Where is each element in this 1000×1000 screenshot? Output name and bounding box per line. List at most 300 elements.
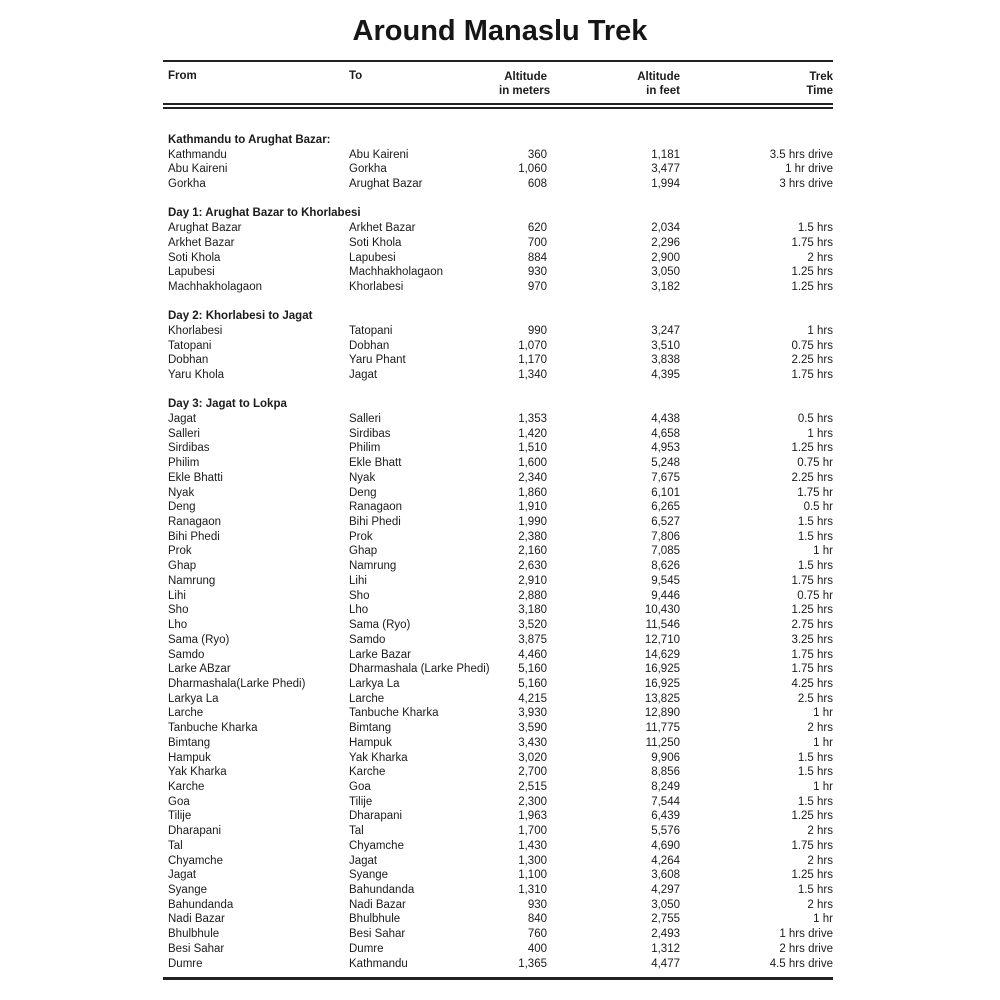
cell-trek-time: 1 hrs drive xyxy=(779,928,833,941)
cell-from: Tanbuche Kharka xyxy=(168,722,258,735)
cell-trek-time: 1.5 hrs xyxy=(797,560,833,573)
cell-altitude-feet: 4,297 xyxy=(651,884,680,896)
table-row xyxy=(163,559,833,574)
cell-to: Nadi Bazar xyxy=(349,898,406,911)
table-row xyxy=(163,427,833,442)
cell-from: Yaru Khola xyxy=(168,369,225,382)
cell-from: Larche xyxy=(168,707,204,720)
table-row xyxy=(163,368,833,383)
cell-to: Karche xyxy=(349,766,386,779)
cell-from: Prok xyxy=(168,545,192,558)
cell-altitude-feet: 8,249 xyxy=(651,780,680,793)
column-header-altitude-feet xyxy=(547,70,680,98)
cell-altitude-meters: 1,100 xyxy=(518,869,547,882)
section-heading: Day 2: Khorlabesi to Jagat xyxy=(168,310,313,323)
cell-altitude-meters: 620 xyxy=(527,222,547,235)
table-row xyxy=(163,854,833,869)
table-row xyxy=(163,751,833,766)
cell-trek-time: 1.25 hrs xyxy=(791,280,833,293)
cell-altitude-feet: 3,608 xyxy=(651,869,680,882)
cell-altitude-feet: 7,085 xyxy=(651,545,680,558)
cell-altitude-feet: 7,806 xyxy=(651,530,680,543)
cell-altitude-meters: 3,180 xyxy=(518,604,547,617)
table-row xyxy=(163,589,833,604)
cell-from: Bhulbhule xyxy=(168,928,220,941)
cell-trek-time: 1 hr xyxy=(813,780,833,793)
cell-trek-time: 0.75 hr xyxy=(797,457,833,470)
cell-trek-time: 0.75 hr xyxy=(797,589,833,602)
cell-to: Syange xyxy=(349,869,389,882)
table-row xyxy=(163,721,833,736)
cell-from: Bahundanda xyxy=(168,898,234,911)
cell-altitude-feet: 11,546 xyxy=(645,619,680,632)
cell-altitude-feet: 6,527 xyxy=(651,516,680,529)
cell-to: Machhakholagaon xyxy=(349,266,443,279)
cell-to: Dharapani xyxy=(349,810,403,823)
cell-trek-time: 1 hr drive xyxy=(785,163,833,176)
cell-altitude-meters: 2,515 xyxy=(518,780,547,793)
cell-trek-time: 2.25 hrs xyxy=(791,354,833,367)
cell-altitude-meters: 884 xyxy=(527,251,547,264)
cell-from: Jagat xyxy=(168,413,197,425)
table-row xyxy=(163,942,833,957)
bottom-divider xyxy=(163,977,833,980)
cell-trek-time: 2 hrs xyxy=(807,251,833,264)
cell-to: Lho xyxy=(349,604,369,617)
table-row xyxy=(163,912,833,927)
cell-altitude-feet: 2,755 xyxy=(651,913,680,926)
cell-from: Karche xyxy=(168,780,205,793)
table-header-row xyxy=(163,62,833,98)
cell-altitude-feet: 4,395 xyxy=(651,369,680,382)
cell-to: Khorlabesi xyxy=(349,280,404,293)
cell-altitude-feet: 5,576 xyxy=(651,825,680,838)
cell-altitude-meters: 2,880 xyxy=(518,589,547,602)
cell-altitude-meters: 2,380 xyxy=(518,530,547,543)
cell-altitude-feet: 2,900 xyxy=(651,251,680,264)
cell-from: Bihi Phedi xyxy=(168,530,220,543)
cell-to: Larke Bazar xyxy=(349,648,412,661)
cell-trek-time: 1.75 hrs xyxy=(791,574,833,587)
cell-trek-time: 1 hr xyxy=(813,913,833,926)
cell-altitude-meters: 3,020 xyxy=(518,751,547,764)
cell-trek-time: 1.75 hrs xyxy=(791,369,833,382)
cell-altitude-feet: 3,247 xyxy=(651,324,680,337)
cell-from: Arkhet Bazar xyxy=(168,236,235,249)
cell-altitude-feet: 4,953 xyxy=(651,442,680,455)
cell-to: Besi Sahar xyxy=(349,928,406,941)
cell-trek-time: 1.5 hrs xyxy=(797,795,833,808)
cell-from: Lapubesi xyxy=(168,266,215,279)
table-row xyxy=(163,353,833,368)
cell-from: Dharmashala(Larke Phedi) xyxy=(168,677,306,690)
cell-altitude-meters: 1,300 xyxy=(518,854,547,867)
cell-from: Goa xyxy=(168,795,190,808)
table-row xyxy=(163,456,833,471)
cell-trek-time: 1.25 hrs xyxy=(791,810,833,823)
cell-from: Ranagaon xyxy=(168,516,222,529)
cell-altitude-feet: 8,856 xyxy=(651,766,680,779)
cell-altitude-feet: 7,544 xyxy=(651,795,680,808)
column-header-altitude-feet-line2: in feet xyxy=(646,85,680,97)
cell-to: Kathmandu xyxy=(349,957,408,970)
cell-to: Deng xyxy=(349,486,377,499)
cell-altitude-feet: 1,994 xyxy=(651,178,680,191)
table-row xyxy=(163,530,833,545)
cell-to: Tilije xyxy=(349,795,373,808)
cell-to: Chyamche xyxy=(349,839,404,852)
table-row xyxy=(163,883,833,898)
cell-to: Hampuk xyxy=(349,736,392,749)
cell-from: Nyak xyxy=(168,486,195,499)
table-row xyxy=(163,515,833,530)
cell-to: Ghap xyxy=(349,545,378,558)
cell-altitude-meters: 1,600 xyxy=(518,457,547,470)
page-title: Around Manaslu Trek xyxy=(352,15,648,47)
cell-altitude-meters: 3,930 xyxy=(518,707,547,720)
table-row xyxy=(163,162,833,177)
cell-altitude-meters: 930 xyxy=(527,266,547,279)
itinerary-section xyxy=(163,133,833,192)
section-heading: Day 1: Arughat Bazar to Khorlabesi xyxy=(168,207,361,220)
cell-trek-time: 1 hrs xyxy=(807,324,833,337)
cell-to: Tatopani xyxy=(349,324,393,337)
column-header-altitude-meters xyxy=(499,70,551,98)
cell-altitude-feet: 3,510 xyxy=(651,339,680,352)
cell-from: Sirdibas xyxy=(168,442,210,455)
table-row xyxy=(163,706,833,721)
table-row xyxy=(163,839,833,854)
cell-to: Ekle Bhatt xyxy=(349,457,402,470)
cell-altitude-meters: 5,160 xyxy=(518,663,547,676)
table-row xyxy=(163,898,833,913)
column-header-from: From xyxy=(168,70,197,82)
cell-altitude-feet: 4,438 xyxy=(651,413,680,425)
cell-trek-time: 0.75 hrs xyxy=(791,339,833,352)
cell-trek-time: 1.25 hrs xyxy=(791,604,833,617)
cell-to: Philim xyxy=(349,442,381,455)
cell-trek-time: 1 hr xyxy=(813,707,833,720)
table-row xyxy=(163,280,833,295)
cell-from: Dharapani xyxy=(168,825,222,838)
cell-to: Soti Khola xyxy=(349,236,402,249)
cell-altitude-feet: 5,248 xyxy=(651,457,680,470)
table-row xyxy=(163,662,833,677)
cell-from: Chyamche xyxy=(168,854,223,867)
cell-from: Syange xyxy=(168,884,208,896)
cell-to: Tal xyxy=(349,825,364,838)
cell-altitude-meters: 1,860 xyxy=(518,486,547,499)
cell-from: Jagat xyxy=(168,869,197,882)
cell-altitude-meters: 400 xyxy=(527,942,547,955)
cell-to: Goa xyxy=(349,780,371,793)
cell-trek-time: 1.5 hrs xyxy=(797,516,833,529)
cell-from: Yak Kharka xyxy=(168,766,227,779)
cell-altitude-meters: 1,340 xyxy=(518,369,547,382)
table-row xyxy=(163,780,833,795)
cell-from: Salleri xyxy=(168,427,200,440)
itinerary-section xyxy=(163,397,833,971)
cell-altitude-meters: 2,700 xyxy=(518,766,547,779)
cell-altitude-meters: 2,630 xyxy=(518,560,547,573)
table-row xyxy=(163,471,833,486)
cell-altitude-meters: 2,340 xyxy=(518,471,547,484)
cell-altitude-feet: 2,296 xyxy=(651,236,680,249)
cell-to: Yaru Phant xyxy=(349,354,406,367)
header-divider xyxy=(163,103,833,109)
cell-altitude-meters: 1,353 xyxy=(518,413,547,425)
table-row xyxy=(163,618,833,633)
cell-trek-time: 3 hrs drive xyxy=(779,178,833,191)
cell-altitude-meters: 1,310 xyxy=(518,884,547,896)
cell-altitude-meters: 1,070 xyxy=(518,339,547,352)
cell-trek-time: 1.25 hrs xyxy=(791,266,833,279)
table-row xyxy=(163,957,833,972)
cell-altitude-meters: 700 xyxy=(527,236,547,249)
cell-altitude-meters: 760 xyxy=(527,928,547,941)
table-row xyxy=(163,486,833,501)
table-row xyxy=(163,824,833,839)
cell-altitude-meters: 4,460 xyxy=(518,648,547,661)
cell-altitude-meters: 930 xyxy=(527,898,547,911)
cell-from: Soti Khola xyxy=(168,251,221,264)
cell-altitude-feet: 1,181 xyxy=(651,148,680,161)
cell-to: Dobhan xyxy=(349,339,390,352)
cell-to: Larche xyxy=(349,692,385,705)
cell-altitude-feet: 3,838 xyxy=(651,354,680,367)
cell-altitude-meters: 1,170 xyxy=(518,354,547,367)
cell-altitude-feet: 3,477 xyxy=(651,163,680,176)
cell-trek-time: 1.25 hrs xyxy=(791,442,833,455)
cell-to: Salleri xyxy=(349,413,381,425)
cell-from: Lho xyxy=(168,619,188,632)
cell-altitude-feet: 12,890 xyxy=(644,707,680,720)
cell-to: Dumre xyxy=(349,942,384,955)
cell-from: Bimtang xyxy=(168,736,211,749)
cell-altitude-feet: 14,629 xyxy=(644,648,680,661)
column-header-altitude-meters-line1: Altitude xyxy=(504,71,547,83)
cell-altitude-meters: 3,520 xyxy=(518,619,547,632)
cell-altitude-feet: 4,264 xyxy=(651,854,680,867)
table-row xyxy=(163,441,833,456)
cell-to: Gorkha xyxy=(349,163,387,176)
cell-to: Jagat xyxy=(349,369,378,382)
trek-table xyxy=(163,60,833,980)
section-rows xyxy=(163,324,833,383)
cell-altitude-meters: 1,963 xyxy=(518,810,547,823)
cell-altitude-meters: 3,875 xyxy=(518,633,547,646)
cell-altitude-meters: 360 xyxy=(527,148,547,161)
cell-altitude-meters: 2,910 xyxy=(518,574,547,587)
cell-altitude-feet: 4,477 xyxy=(651,957,680,970)
cell-altitude-feet: 7,675 xyxy=(651,471,680,484)
cell-to: Prok xyxy=(349,530,373,543)
cell-altitude-meters: 2,160 xyxy=(518,545,547,558)
cell-altitude-feet: 9,906 xyxy=(651,751,680,764)
cell-altitude-feet: 8,626 xyxy=(651,560,680,573)
table-body xyxy=(163,133,833,971)
cell-altitude-feet: 6,265 xyxy=(651,501,680,514)
column-header-to: To xyxy=(349,70,363,82)
cell-to: Ranagaon xyxy=(349,501,403,514)
table-row xyxy=(163,692,833,707)
cell-altitude-feet: 4,658 xyxy=(651,427,680,440)
cell-to: Namrung xyxy=(349,560,397,573)
cell-altitude-feet: 16,925 xyxy=(644,663,680,676)
table-row xyxy=(163,339,833,354)
table-row xyxy=(163,412,833,427)
cell-altitude-meters: 608 xyxy=(527,178,547,191)
cell-altitude-feet: 11,775 xyxy=(645,722,680,735)
cell-to: Bimtang xyxy=(349,722,392,735)
cell-from: Deng xyxy=(168,501,196,514)
cell-trek-time: 1.25 hrs xyxy=(791,869,833,882)
table-row xyxy=(163,177,833,192)
cell-to: Arughat Bazar xyxy=(349,178,423,191)
cell-to: Bhulbhule xyxy=(349,913,401,926)
table-row xyxy=(163,765,833,780)
cell-altitude-meters: 1,365 xyxy=(518,957,547,970)
cell-from: Khorlabesi xyxy=(168,324,223,337)
cell-altitude-feet: 12,710 xyxy=(644,633,680,646)
table-row xyxy=(163,148,833,163)
cell-to: Abu Kaireni xyxy=(349,148,409,161)
cell-trek-time: 2 hrs xyxy=(807,825,833,838)
cell-from: Besi Sahar xyxy=(168,942,225,955)
cell-altitude-meters: 1,700 xyxy=(518,825,547,838)
cell-altitude-feet: 3,182 xyxy=(651,280,680,293)
cell-trek-time: 2 hrs xyxy=(807,854,833,867)
cell-trek-time: 2.25 hrs xyxy=(791,471,833,484)
table-row xyxy=(163,677,833,692)
table-row xyxy=(163,795,833,810)
cell-to: Larkya La xyxy=(349,677,400,690)
cell-altitude-feet: 6,439 xyxy=(651,810,680,823)
cell-altitude-feet: 6,101 xyxy=(651,486,680,499)
cell-altitude-feet: 3,050 xyxy=(651,266,680,279)
cell-altitude-feet: 2,493 xyxy=(651,928,680,941)
table-row xyxy=(163,868,833,883)
cell-altitude-feet: 1,312 xyxy=(651,942,680,955)
cell-altitude-meters: 1,430 xyxy=(518,839,547,852)
cell-altitude-feet: 11,250 xyxy=(645,736,680,749)
table-row xyxy=(163,648,833,663)
cell-trek-time: 1.5 hrs xyxy=(797,530,833,543)
table-row xyxy=(163,265,833,280)
cell-trek-time: 3.25 hrs xyxy=(791,633,833,646)
section-rows xyxy=(163,221,833,295)
table-row xyxy=(163,544,833,559)
cell-altitude-meters: 840 xyxy=(527,913,547,926)
cell-trek-time: 1.75 hrs xyxy=(791,663,833,676)
cell-altitude-meters: 1,420 xyxy=(518,427,547,440)
cell-trek-time: 1.5 hrs xyxy=(797,751,833,764)
cell-from: Gorkha xyxy=(168,178,206,191)
cell-to: Dharmashala (Larke Phedi) xyxy=(349,663,490,676)
cell-from: Larke ABzar xyxy=(168,663,231,676)
cell-trek-time: 1 hr xyxy=(813,545,833,558)
cell-trek-time: 2 hrs xyxy=(807,898,833,911)
cell-from: Dobhan xyxy=(168,354,209,367)
cell-altitude-meters: 990 xyxy=(527,324,547,337)
cell-altitude-meters: 5,160 xyxy=(518,677,547,690)
cell-altitude-feet: 9,446 xyxy=(651,589,680,602)
cell-from: Arughat Bazar xyxy=(168,222,242,235)
cell-altitude-feet: 16,925 xyxy=(644,677,680,690)
table-row xyxy=(163,927,833,942)
cell-from: Philim xyxy=(168,457,200,470)
cell-to: Bahundanda xyxy=(349,884,415,896)
cell-trek-time: 1.5 hrs xyxy=(797,766,833,779)
cell-to: Bihi Phedi xyxy=(349,516,401,529)
table-row xyxy=(163,736,833,751)
section-heading: Kathmandu to Arughat Bazar: xyxy=(168,134,331,146)
cell-from: Hampuk xyxy=(168,751,211,764)
cell-from: Dumre xyxy=(168,957,203,970)
cell-from: Samdo xyxy=(168,648,205,661)
cell-trek-time: 2.75 hrs xyxy=(791,619,833,632)
section-rows xyxy=(163,148,833,192)
column-header-altitude-meters-line2: in meters xyxy=(499,85,551,97)
table-row xyxy=(163,221,833,236)
itinerary-section xyxy=(163,206,833,294)
cell-altitude-meters: 1,910 xyxy=(518,501,547,514)
cell-trek-time: 2 hrs drive xyxy=(779,942,833,955)
cell-to: Lapubesi xyxy=(349,251,396,264)
cell-to: Yak Kharka xyxy=(349,751,408,764)
cell-trek-time: 0.5 hrs xyxy=(797,413,833,425)
cell-altitude-feet: 3,050 xyxy=(651,898,680,911)
cell-trek-time: 1 hrs xyxy=(807,427,833,440)
cell-to: Sama (Ryo) xyxy=(349,619,411,632)
cell-altitude-meters: 1,510 xyxy=(518,442,547,455)
column-header-altitude-feet-line1: Altitude xyxy=(637,71,680,83)
cell-trek-time: 1.75 hrs xyxy=(791,839,833,852)
cell-to: Sirdibas xyxy=(349,427,391,440)
section-rows xyxy=(163,412,833,971)
column-header-trek-time-line2: Time xyxy=(806,85,833,97)
cell-trek-time: 2 hrs xyxy=(807,722,833,735)
section-heading: Day 3: Jagat to Lokpa xyxy=(168,398,287,411)
table-row xyxy=(163,324,833,339)
cell-altitude-meters: 1,060 xyxy=(518,163,547,176)
cell-to: Sho xyxy=(349,589,370,602)
cell-altitude-feet: 9,545 xyxy=(651,574,680,587)
cell-from: Tal xyxy=(168,839,183,852)
cell-to: Arkhet Bazar xyxy=(349,222,416,235)
cell-trek-time: 1.5 hrs xyxy=(797,222,833,235)
cell-altitude-feet: 10,430 xyxy=(644,604,680,617)
cell-altitude-meters: 3,590 xyxy=(518,722,547,735)
cell-trek-time: 4.5 hrs drive xyxy=(769,957,833,970)
table-row xyxy=(163,500,833,515)
cell-altitude-feet: 4,690 xyxy=(651,839,680,852)
cell-from: Tatopani xyxy=(168,339,212,352)
cell-trek-time: 1.75 hrs xyxy=(791,236,833,249)
cell-altitude-feet: 13,825 xyxy=(644,692,680,705)
cell-from: Ghap xyxy=(168,560,197,573)
cell-from: Nadi Bazar xyxy=(168,913,225,926)
cell-altitude-meters: 2,300 xyxy=(518,795,547,808)
cell-trek-time: 2.5 hrs xyxy=(797,692,833,705)
cell-trek-time: 1 hr xyxy=(813,736,833,749)
cell-to: Jagat xyxy=(349,854,378,867)
cell-to: Samdo xyxy=(349,633,386,646)
cell-from: Larkya La xyxy=(168,692,219,705)
cell-altitude-feet: 2,034 xyxy=(651,222,680,235)
itinerary-section xyxy=(163,309,833,383)
cell-from: Sho xyxy=(168,604,189,617)
